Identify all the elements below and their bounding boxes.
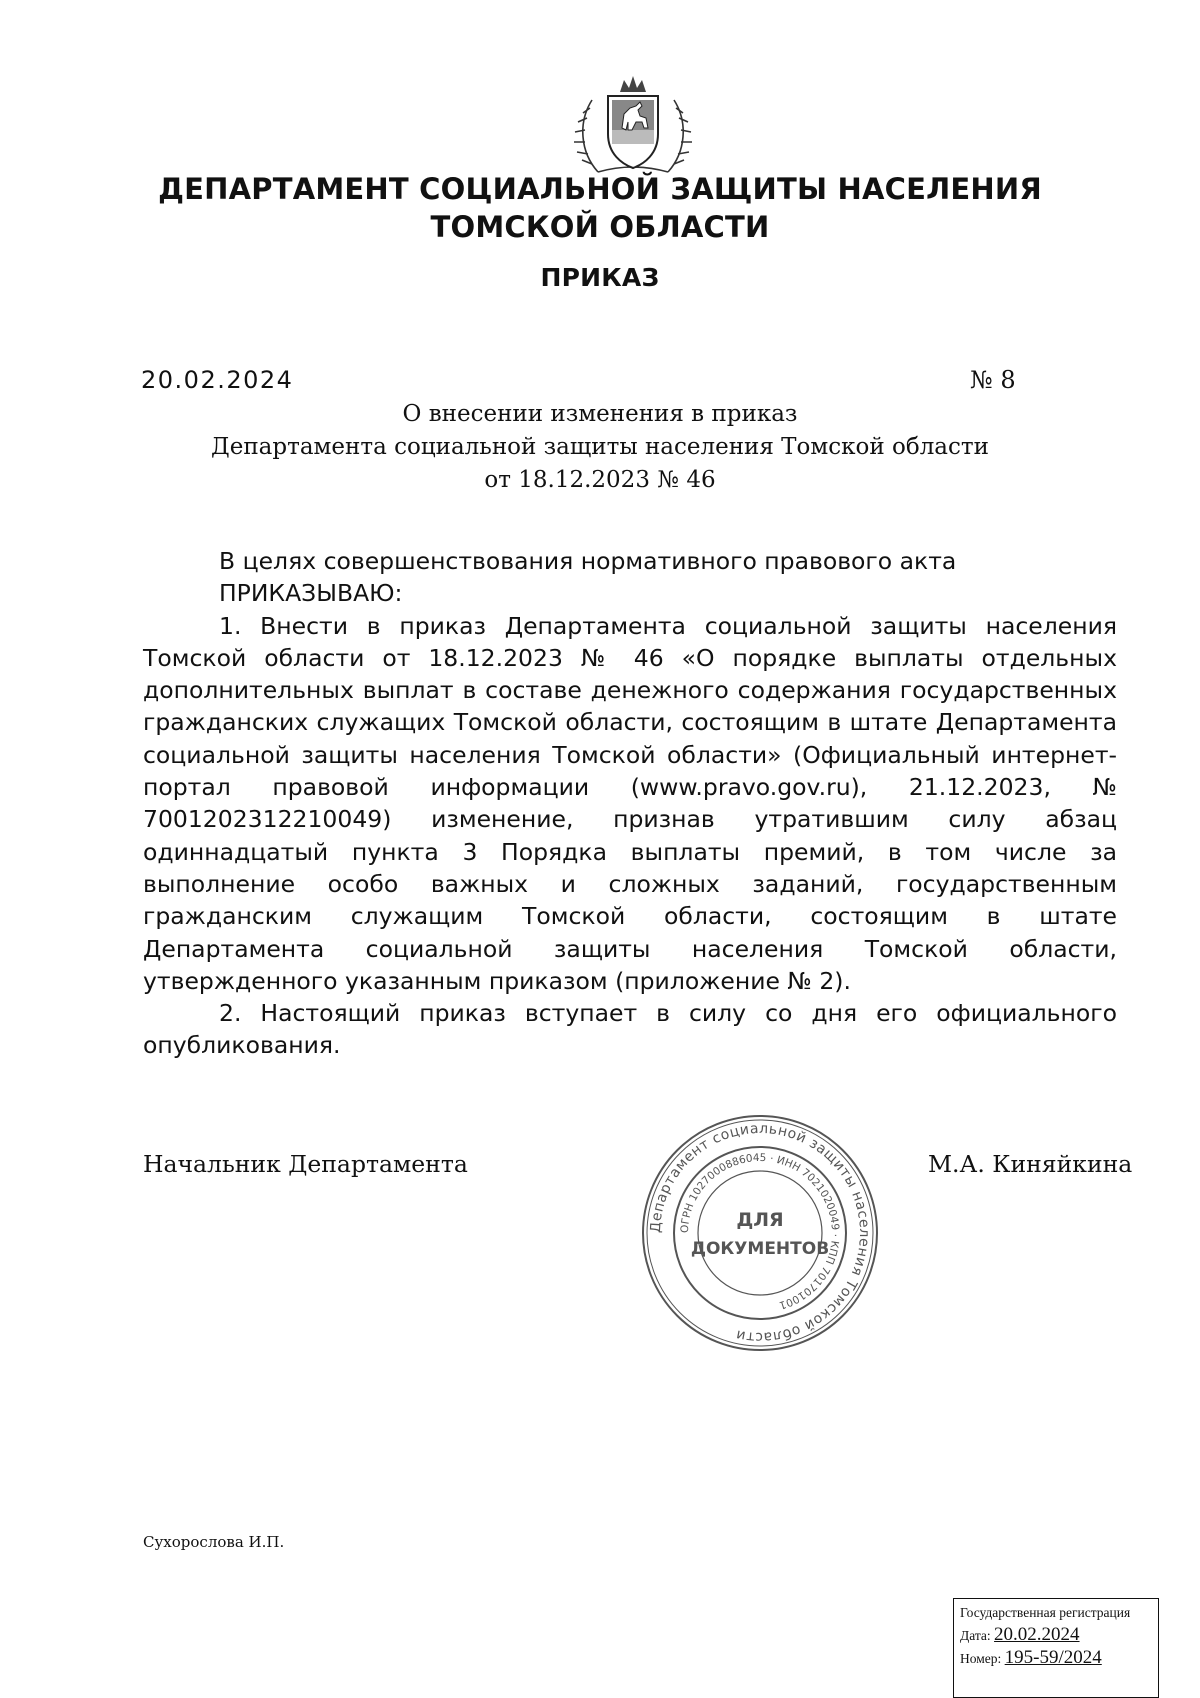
doc-number: № 8: [970, 366, 1016, 394]
purpose-paragraph: В целях совершенствования нормативного правового акта: [219, 547, 957, 575]
signer-name: М.А. Киняйкина: [928, 1150, 1133, 1178]
svg-text:ОГРН 1027000886045 · ИНН 70210: [679, 1152, 841, 1311]
order-word: ПРИКАЗЫВАЮ:: [219, 579, 403, 608]
registration-heading: Государственная регистрация: [960, 1605, 1131, 1620]
item-1-paragraph: 1. Внести в приказ Департамента социальной защиты населения Томской области от 18.12.2023 № 46 «О порядке выплаты отдельных дополнительных выплат в составе денежного содержания государственных гражданских служащих Томской области, состоящим в штате Департамента социальной защиты населения Томской области» (Официальный интернет-портал правовой информации (www.pravo.gov.ru), 21.12.2023, № 7001202312210049) изменение, признав утратившим силу абзац одиннадцатый пункта 3 Порядка выплаты премий, в том числе за выполнение особо важных и сложных заданий, государственным гражданским служащим Томской области, состоящим в штате Департамента социальной защиты населения Томской области, утвержденного указанным приказом (приложение № 2).: [143, 611, 1117, 995]
coat-of-arms-emblem: [570, 72, 696, 178]
registration-number-label: Номер:: [960, 1651, 1002, 1666]
doc-body: [143, 545, 1117, 1062]
doc-title-line3: от 18.12.2023 № 46: [484, 467, 716, 493]
org-name-line2: ТОМСКОЙ ОБЛАСТИ: [430, 210, 770, 244]
doc-date: 20.02.2024: [141, 366, 294, 394]
executor-name: Сухорослова И.П.: [143, 1533, 285, 1551]
registration-number-value: 195-59/2024: [1004, 1647, 1102, 1668]
seal-inner-text: ОГРН 1027000886045 · ИНН 7021020049 · КПП 701701001: [678, 1151, 842, 1312]
doc-type: ПРИКАЗ: [540, 263, 660, 292]
seal-center-line2: ДОКУМЕНТОВ: [690, 1239, 830, 1259]
official-seal-stamp: [640, 1113, 880, 1353]
item-2-paragraph: 2. Настоящий приказ вступает в силу со дня его официального опубликования.: [143, 999, 1117, 1060]
org-name-line1: ДЕПАРТАМЕНТ СОЦИАЛЬНОЙ ЗАЩИТЫ НАСЕЛЕНИЯ: [158, 172, 1042, 206]
seal-center-line1: ДЛЯ: [736, 1209, 784, 1231]
registration-date-label: Дата:: [960, 1628, 991, 1643]
registration-date-value: 20.02.2024: [994, 1624, 1080, 1645]
seal-outer-text: Департамент социальной защиты населения Томской области: [647, 1120, 873, 1346]
doc-title-line1: О внесении изменения в приказ: [402, 401, 798, 427]
registration-box: [953, 1598, 1159, 1698]
signer-position: Начальник Департамента: [143, 1150, 468, 1178]
doc-title-line2: Департамента социальной защиты населения Томской области: [211, 434, 989, 460]
